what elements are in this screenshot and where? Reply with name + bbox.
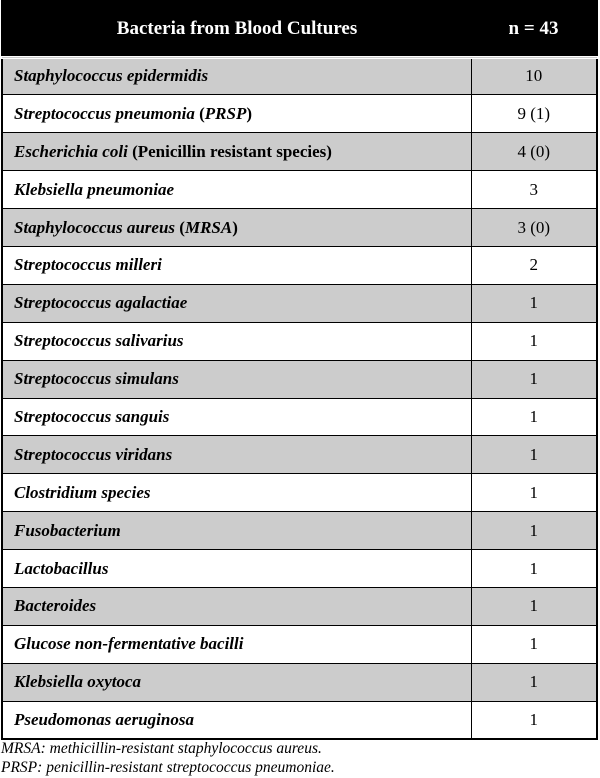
table-row xyxy=(2,436,597,474)
table-row xyxy=(2,133,597,171)
organism-name: Klebsiella oxytoca xyxy=(14,672,142,692)
table-row xyxy=(2,512,597,550)
count-cell: 1 xyxy=(471,701,597,739)
count-cell: 2 xyxy=(471,246,597,284)
organism-cell xyxy=(2,171,471,209)
count-cell: 1 xyxy=(471,550,597,588)
organism-name: Staphylococcus epidermidis xyxy=(14,66,209,86)
organism-note-close: ) xyxy=(232,217,238,237)
organism-cell xyxy=(2,436,471,474)
organism-name: Streptococcus simulans xyxy=(14,369,179,389)
table-row xyxy=(2,209,597,247)
organism-cell xyxy=(2,663,471,701)
count-cell: 9 (1) xyxy=(471,95,597,133)
organism-cell xyxy=(2,209,471,247)
organism-cell xyxy=(2,95,471,133)
organism-note: ( xyxy=(194,103,205,123)
organism-name: Streptococcus sanguis xyxy=(14,406,170,426)
organism-cell xyxy=(2,701,471,739)
count-cell: 4 (0) xyxy=(471,133,597,171)
organism-name: Streptococcus milleri xyxy=(14,255,162,275)
organism-cell xyxy=(2,360,471,398)
organism-name: Lactobacillus xyxy=(14,558,109,578)
count-cell: 3 xyxy=(471,171,597,209)
count-cell: 1 xyxy=(471,474,597,512)
footnote-prsp: PRSP: penicillin-resistant streptococcus pneumoniae. xyxy=(1,759,335,776)
organism-cell xyxy=(2,57,471,95)
organism-name: Streptococcus agalactiae xyxy=(14,293,188,313)
count-cell: 1 xyxy=(471,436,597,474)
organism-cell xyxy=(2,284,471,322)
header-count: n = 43 xyxy=(471,1,597,57)
organism-cell xyxy=(2,550,471,588)
count-cell: 3 (0) xyxy=(471,209,597,247)
organism-note: (Penicillin resistant species) xyxy=(127,141,332,161)
count-cell: 1 xyxy=(471,322,597,360)
table-row xyxy=(2,663,597,701)
table-row xyxy=(2,95,597,133)
organism-name: Fusobacterium xyxy=(14,520,121,540)
organism-name: Staphylococcus aureus xyxy=(14,217,176,237)
organism-cell xyxy=(2,512,471,550)
organism-cell xyxy=(2,322,471,360)
footnote-mrsa: MRSA: methicillin-resistant staphylococcus aureus. xyxy=(1,740,322,757)
organism-name: Klebsiella pneumoniae xyxy=(14,179,175,199)
count-cell: 1 xyxy=(471,284,597,322)
header-organism: Bacteria from Blood Cultures xyxy=(2,1,471,57)
organism-name: Bacteroides xyxy=(14,596,97,616)
organism-name: Streptococcus salivarius xyxy=(14,331,184,351)
table-row xyxy=(2,550,597,588)
organism-note: ( xyxy=(175,217,185,237)
resistance-abbreviation: MRSA xyxy=(184,217,233,237)
table-row xyxy=(2,625,597,663)
organism-cell xyxy=(2,398,471,436)
resistance-abbreviation: PRSP xyxy=(204,103,247,123)
table-row xyxy=(2,587,597,625)
bacteria-table xyxy=(1,0,598,740)
organism-name: Streptococcus viridans xyxy=(14,444,173,464)
table-row xyxy=(2,284,597,322)
table-row xyxy=(2,398,597,436)
table-row xyxy=(2,701,597,739)
organism-name: Glucose non-fermentative bacilli xyxy=(14,634,244,654)
table-row xyxy=(2,474,597,512)
count-cell: 1 xyxy=(471,360,597,398)
organism-cell xyxy=(2,133,471,171)
table-row xyxy=(2,246,597,284)
table-row xyxy=(2,57,597,95)
count-cell: 1 xyxy=(471,398,597,436)
organism-name: Pseudomonas aeruginosa xyxy=(14,709,194,729)
organism-cell xyxy=(2,625,471,663)
organism-cell xyxy=(2,474,471,512)
organism-cell xyxy=(2,587,471,625)
count-cell: 1 xyxy=(471,587,597,625)
table-row xyxy=(2,360,597,398)
organism-note-close: ) xyxy=(246,103,253,123)
organism-name: Streptococcus pneumonia xyxy=(14,103,195,123)
table-header-row xyxy=(2,1,597,57)
organism-name: Clostridium species xyxy=(14,482,151,502)
count-cell: 10 xyxy=(471,57,597,95)
organism-name: Escherichia coli xyxy=(14,141,128,161)
count-cell: 1 xyxy=(471,625,597,663)
count-cell: 1 xyxy=(471,512,597,550)
table-row xyxy=(2,322,597,360)
organism-cell xyxy=(2,246,471,284)
table-row xyxy=(2,171,597,209)
count-cell: 1 xyxy=(471,663,597,701)
